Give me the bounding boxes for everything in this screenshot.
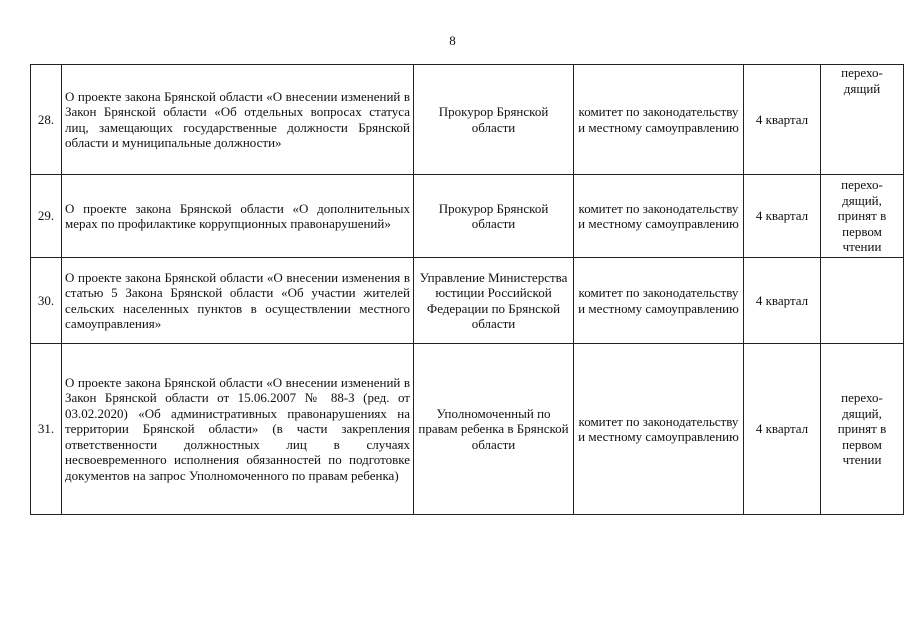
responsible-committee: комитет по законодательству и местному самоуправлению bbox=[574, 344, 744, 515]
term: 4 квартал bbox=[744, 65, 821, 175]
responsible-committee: комитет по законодательству и местному самоуправлению bbox=[574, 175, 744, 258]
initiator: Уполномоченный по правам ребенка в Брянской области bbox=[414, 344, 574, 515]
initiator: Прокурор Брянской области bbox=[414, 175, 574, 258]
row-number: 30. bbox=[31, 258, 62, 344]
bill-title: О проекте закона Брянской области «О внесении изменений в Закон Брянской области от 15.06.2007 № 88-З (ред. от 03.02.2020) «Об административных правонарушениях на территории Брянской области» (в части закрепления ответственности должностных лиц в случаях несвоевременного исполнения обязанностей по подготовке документов на запрос Уполномоченного по правам ребенка) bbox=[62, 344, 414, 515]
row-number: 28. bbox=[31, 65, 62, 175]
table-row bbox=[31, 344, 904, 515]
status bbox=[821, 258, 904, 344]
status: перехо-дящий bbox=[821, 65, 904, 175]
bill-title: О проекте закона Брянской области «О внесении изменений в Закон Брянской области «Об отдельных вопросах статуса лиц, замещающих государственные должности Брянской области и муниципальные должности» bbox=[62, 65, 414, 175]
row-number: 29. bbox=[31, 175, 62, 258]
responsible-committee: комитет по законодательству и местному самоуправлению bbox=[574, 258, 744, 344]
term: 4 квартал bbox=[744, 344, 821, 515]
initiator: Прокурор Брянской области bbox=[414, 65, 574, 175]
page-number: 8 bbox=[449, 33, 456, 48]
term: 4 квартал bbox=[744, 175, 821, 258]
responsible-committee: комитет по законодательству и местному самоуправлению bbox=[574, 65, 744, 175]
row-number: 31. bbox=[31, 344, 62, 515]
bill-title: О проекте закона Брянской области «О дополнительных мерах по профилактике коррупционных правонарушений» bbox=[62, 175, 414, 258]
term: 4 квартал bbox=[744, 258, 821, 344]
table-row bbox=[31, 258, 904, 344]
legislative-plan-table bbox=[30, 64, 904, 515]
initiator: Управление Министерства юстиции Российской Федерации по Брянской области bbox=[414, 258, 574, 344]
table-row bbox=[31, 65, 904, 175]
status: перехо-дящий, принят в первом чтении bbox=[821, 175, 904, 258]
status: перехо-дящий, принят в первом чтении bbox=[821, 344, 904, 515]
bill-title: О проекте закона Брянской области «О внесении изменения в статью 5 Закона Брянской области «Об участии жителей сельских населенных пунктов в осуществлении местного самоуправления» bbox=[62, 258, 414, 344]
table-row bbox=[31, 175, 904, 258]
